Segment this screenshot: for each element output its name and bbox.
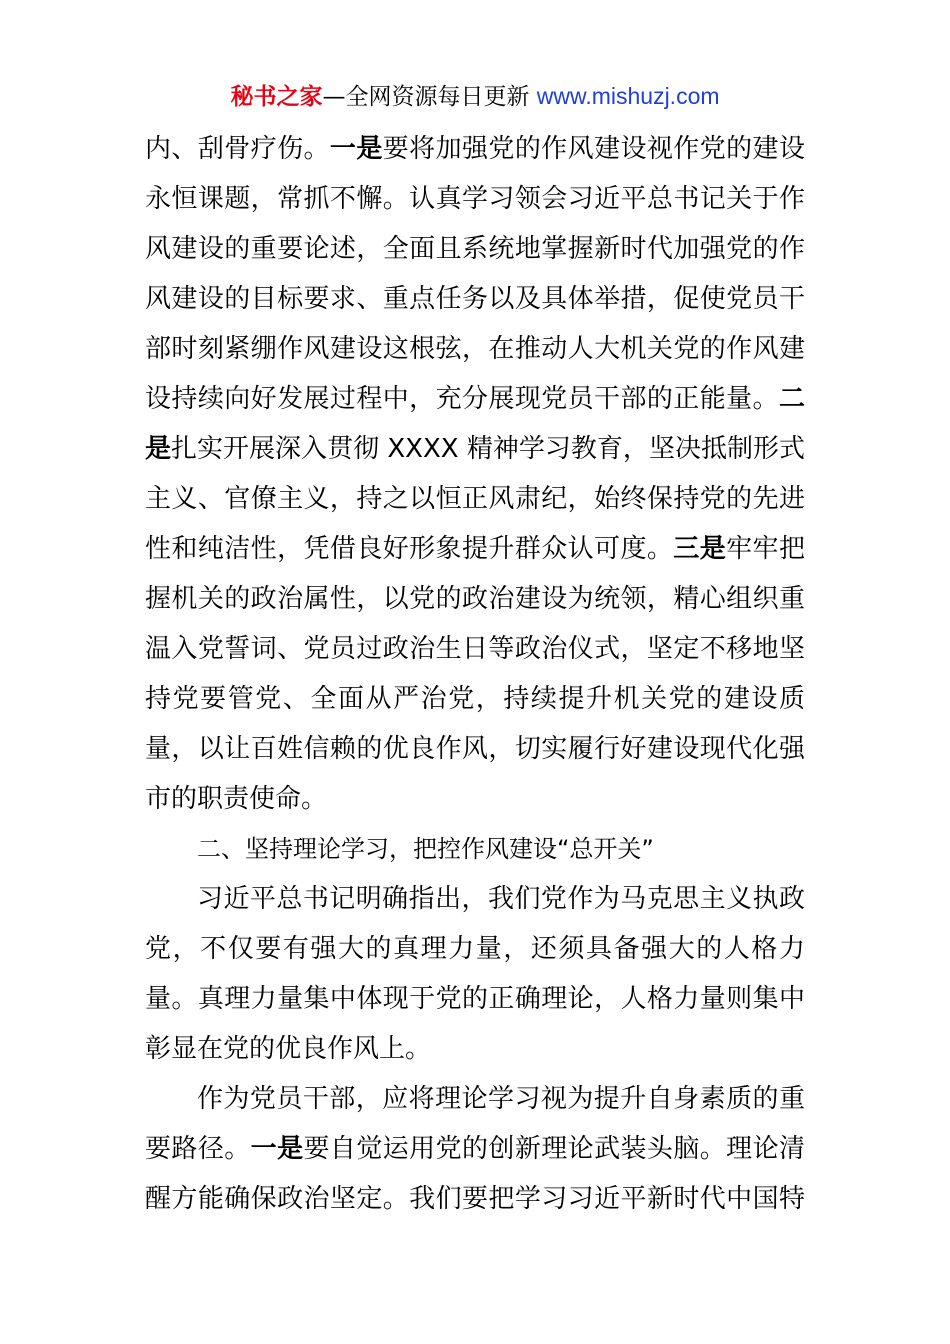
text-line xyxy=(145,1124,805,1174)
text-line xyxy=(145,624,805,674)
text-segment: 量，以让百姓信赖的优良作风，切实履行好建设现代化强 xyxy=(145,734,805,764)
text-segment: 风建设的目标要求、重点任务以及具体举措，促使党员干 xyxy=(145,284,805,314)
text-line xyxy=(145,174,805,224)
text-line xyxy=(145,974,805,1024)
text-segment: 要自觉运用党的创新理论武装头脑。理论清 xyxy=(303,1134,805,1164)
text-line xyxy=(145,1074,805,1124)
text-segment: 市的职责使命。 xyxy=(145,784,328,814)
text-segment: 作为党员干部，应将理论学习视为提升自身素质的重 xyxy=(197,1084,805,1114)
text-segment: 温入党誓词、党员过政治生日等政治仪式，坚定不移地坚 xyxy=(145,634,805,664)
text-segment: 牢牢把 xyxy=(726,534,805,564)
page-header xyxy=(0,80,950,113)
text-line xyxy=(145,224,805,274)
text-segment: 内、刮骨疗伤。 xyxy=(145,134,330,164)
text-line xyxy=(145,324,805,374)
section-heading xyxy=(145,824,805,874)
bold-marker: 二 xyxy=(778,384,805,414)
bold-marker: 三是 xyxy=(673,534,727,564)
site-tagline: —全网资源每日更新 xyxy=(322,84,537,110)
text-segment: 主义、官僚主义，持之以恒正风肃纪，始终保持党的先进 xyxy=(145,484,805,514)
bold-marker: 一是 xyxy=(329,134,383,164)
text-line xyxy=(145,874,805,924)
text-segment: 扎实开展深入贯彻 XXXX 精神学习教育，坚决抵制形式 xyxy=(171,434,805,464)
text-line xyxy=(145,124,805,174)
text-segment: 习近平总书记明确指出，我们党作为马克思主义执政 xyxy=(197,884,805,914)
document-body xyxy=(145,124,805,1224)
text-segment: 彰显在党的优良作风上。 xyxy=(145,1034,432,1064)
text-segment: 握机关的政治属性，以党的政治建设为统领，精心组织重 xyxy=(145,584,805,614)
text-line xyxy=(145,274,805,324)
site-name: 秘书之家 xyxy=(230,84,323,110)
text-segment: 量。真理力量集中体现于党的正确理论，人格力量则集中 xyxy=(145,984,805,1014)
text-segment: 设持续向好发展过程中，充分展现党员干部的正能量。 xyxy=(145,384,779,414)
text-line xyxy=(145,1024,805,1074)
text-line xyxy=(145,674,805,724)
text-segment: 要将加强党的作风建设视作党的建设 xyxy=(382,134,805,164)
bold-marker: 一是 xyxy=(250,1134,304,1164)
text-segment: 持党要管党、全面从严治党，持续提升机关党的建设质 xyxy=(145,684,805,714)
text-segment: 性和纯洁性，凭借良好形象提升群众认可度。 xyxy=(145,534,674,564)
text-segment: 部时刻紧绷作风建设这根弦，在推动人大机关党的作风建 xyxy=(145,334,805,364)
text-line xyxy=(145,1174,805,1224)
text-line xyxy=(145,524,805,574)
text-line xyxy=(145,424,805,474)
text-line xyxy=(145,774,805,824)
text-segment: 风建设的重要论述，全面且系统地掌握新时代加强党的作 xyxy=(145,234,805,264)
text-line xyxy=(145,374,805,424)
text-segment: 醒方能确保政治坚定。我们要把学习习近平新时代中国特 xyxy=(145,1184,805,1214)
text-segment: 要路径。 xyxy=(145,1134,251,1164)
text-segment: 党，不仅要有强大的真理力量，还须具备强大的人格力 xyxy=(145,934,805,964)
text-segment: 永恒课题，常抓不懈。认真学习领会习近平总书记关于作 xyxy=(145,184,805,214)
bold-marker: 是 xyxy=(145,434,172,464)
text-line xyxy=(145,474,805,524)
text-segment: 二、坚持理论学习，把控作风建设“总开关” xyxy=(197,835,654,863)
text-line xyxy=(145,574,805,624)
text-line xyxy=(145,924,805,974)
text-line xyxy=(145,724,805,774)
site-url[interactable]: www.mishuzj.com xyxy=(536,83,720,109)
